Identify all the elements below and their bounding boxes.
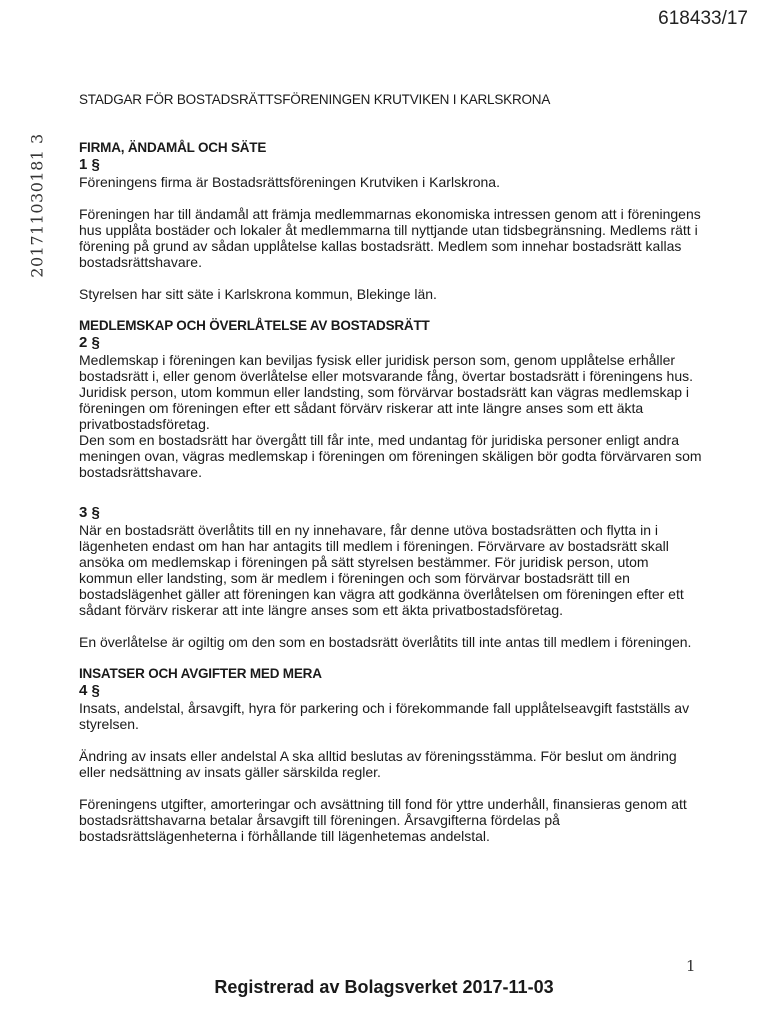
paragraph-number-3: 3 §	[79, 504, 100, 521]
registration-stamp-text: 201711030181 3	[27, 132, 47, 278]
paragraph-text: En överlåtelse är ogiltig om den som en bostadsrätt överlåtits till inte antas till medlem i föreningen.	[79, 634, 692, 650]
case-number: 618433/17	[658, 8, 748, 29]
section-insatser	[79, 666, 704, 844]
paragraph-text: Föreningens firma är Bostadsrättsföreningen Krutviken i Karlskrona.	[79, 174, 500, 190]
paragraph-text: När en bostadsrätt överlåtits till en ny innehavare, får denne utöva bostadsrätten och flytta in i lägenheten endast om han har antagits till medlem i föreningen. Förvärvare av bostadsrätt skall ansöka om medlemskap i föreningen på sätt styrelsen bestämmer. För juridisk person, utom kommun eller landsting, som är medlem i föreningen och som förvärvar bostadsrätt till en bostadslägenhet gäller att föreningen kan vägra att godkänna överlåtelsen om föreningen efter ett sådant förvärv riskerar att inte längre anses som ett äkta privatbostadsföretag.	[79, 522, 684, 618]
paragraph-text: Ändring av insats eller andelstal A ska alltid beslutas av föreningsstämma. För beslut om ändring eller nedsättning av insats gäller särskilda regler.	[79, 748, 677, 780]
paragraph-text: Insats, andelstal, årsavgift, hyra för parkering och i förekommande fall upplåtelseavgift fastställs av styrelsen.	[79, 700, 690, 732]
paragraph-text: Den som en bostadsrätt har övergått till får inte, med undantag för juridiska personer enligt andra meningen ovan, vägras medlemskap i föreningen om föreningen skäligen bör godta förvärvaren som bostadsrättshavare.	[79, 432, 702, 480]
registration-stamp	[22, 132, 52, 278]
registration-footer: Registrerad av Bolagsverket 2017-11-03	[214, 977, 554, 997]
page-number: 1	[686, 957, 696, 975]
paragraph-number-2: 2 §	[79, 334, 100, 351]
paragraph-text: Föreningen har till ändamål att främja medlemmarnas ekonomiska intressen genom att i föreningens hus upplåta bostäder och lokaler åt medlemmarna till nyttjande utan tidsbegränsning. Medlems rätt i förening på grund av sådan upplåtelse kallas bostadsrätt. Medlem som innehar bostadsrätt kallas bostadsrättshavare.	[79, 206, 701, 270]
paragraph-text: Juridisk person, utom kommun eller landsting, som förvärvar bostadsrätt kan vägras medlemskap i föreningen om föreningen efter ett sådant förvärv riskerar att inte längre anses som ett äkta privatbostadsföretag.	[79, 384, 690, 432]
paragraph-number-4: 4 §	[79, 682, 100, 699]
section-heading-insatser: INSATSER OCH AVGIFTER MED MERA	[79, 666, 322, 681]
paragraph-text: Medlemskap i föreningen kan beviljas fysisk eller juridisk person som, genom upplåtelse erhåller bostadsrätt i, eller genom överlåtelse eller motsvarande fång, övertar bostadsrätt i föreningens hus.	[79, 352, 693, 384]
section-firma	[79, 140, 704, 302]
document-title: STADGAR FÖR BOSTADSRÄTTSFÖRENINGEN KRUTVIKEN I KARLSKRONA	[79, 92, 551, 107]
paragraph-text: Föreningens utgifter, amorteringar och avsättning till fond för yttre underhåll, finansieras genom att bostadsrättshavarna betalar årsavgift till föreningen. Årsavgifterna fördelas på bostadsrättslägenheterna i förhållande till lägenhetemas andelstal.	[79, 796, 687, 844]
document-body	[79, 92, 704, 844]
section-heading-firma: FIRMA, ÄNDAMÅL OCH SÄTE	[79, 140, 267, 155]
paragraph-number-1: 1 §	[79, 156, 100, 173]
section-medlemskap	[79, 318, 704, 650]
section-heading-medlemskap: MEDLEMSKAP OCH ÖVERLÅTELSE AV BOSTADSRÄTT	[79, 318, 430, 333]
paragraph-text: Styrelsen har sitt säte i Karlskrona kommun, Blekinge län.	[79, 286, 437, 302]
